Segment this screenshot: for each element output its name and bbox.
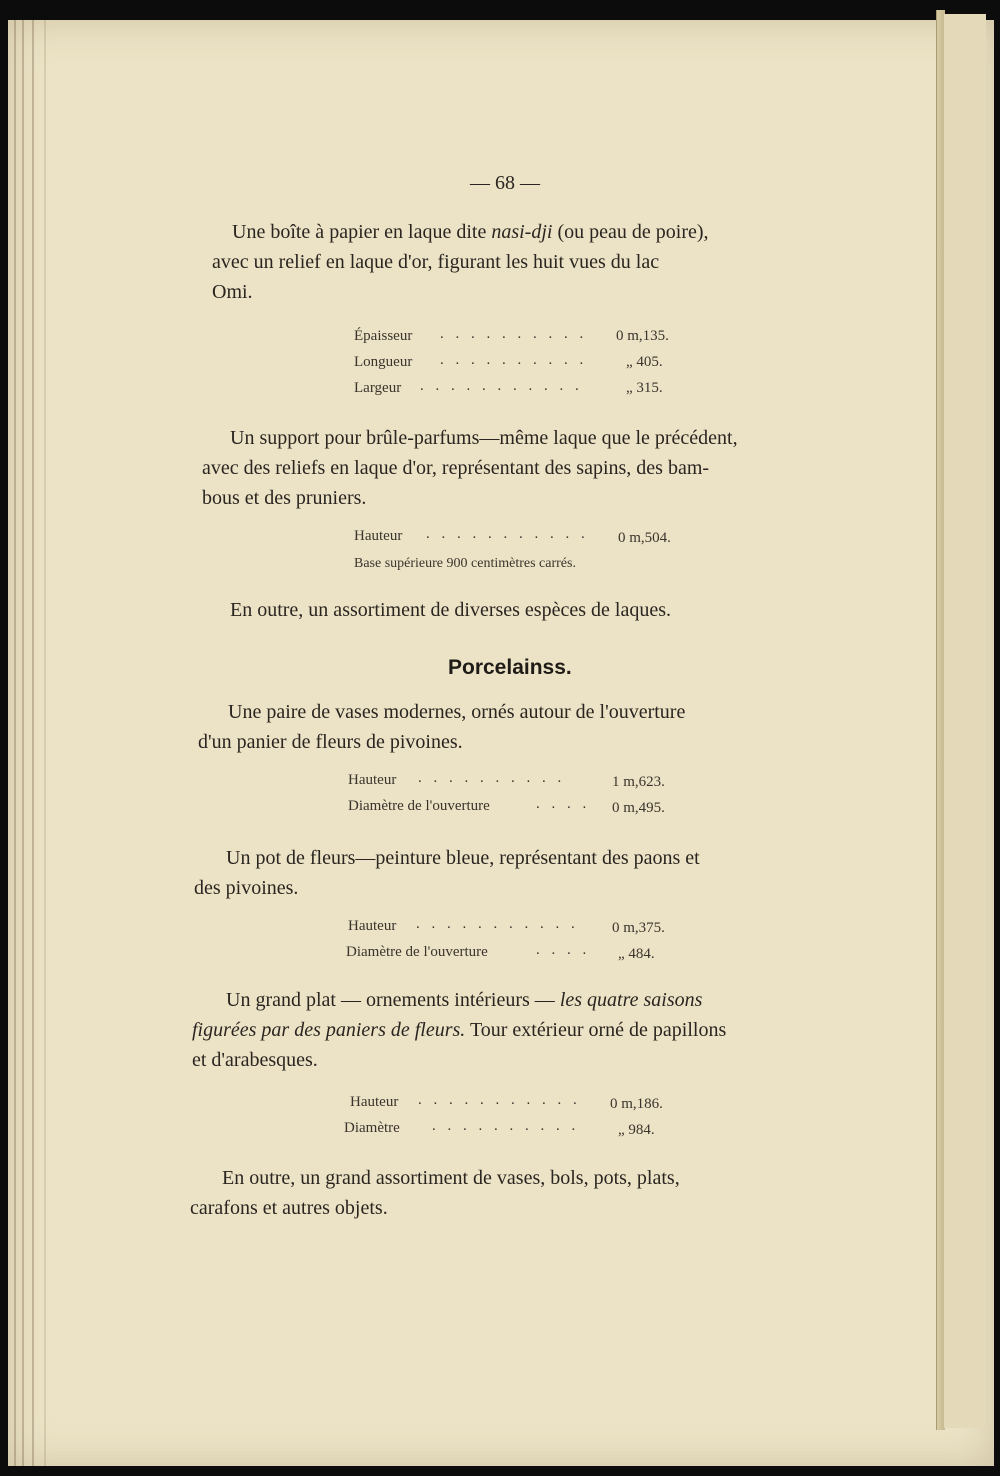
paragraph-text: bous et des pruniers. [202,487,367,509]
leader-dots: . . . . . . . . . . [418,770,566,786]
measurement-value: „ 984. [618,1122,655,1138]
measurement-value: „ 315. [626,380,663,396]
leader-dots: . . . . [536,942,591,958]
measurement-label: Hauteur [350,1094,399,1110]
measurement-label: Diamètre de l'ouverture [346,944,488,960]
measurement-note: Base supérieure 900 centimètres carrés. [354,556,576,571]
section-heading: Porcelainss. [448,656,572,679]
paragraph-text: Une boîte à papier en laque dite [232,221,492,243]
paragraph-text: et d'arabesques. [192,1049,318,1071]
page-number: — 68 — [470,172,540,194]
measurement-label: Longueur [354,354,413,370]
paragraph-text: d'un panier de fleurs de pivoines. [198,731,463,753]
paragraph-text: (ou peau de poire), [552,221,709,243]
leader-dots: . . . . [536,796,591,812]
leader-dots: . . . . . . . . . . . [426,526,589,542]
measurement-label: Hauteur [354,528,403,544]
paragraph-text: Une paire de vases modernes, ornés autour de l'ouverture [228,701,686,723]
measurement-value: 0 m,135. [616,328,669,344]
paragraph-italic-text: les quatre saisons [559,989,703,1011]
paragraph-text: En outre, un assortiment de diverses espèces de laques. [230,599,671,621]
paragraph-text: avec un relief en laque d'or, figurant les huit vues du lac [212,251,660,273]
measurement-value: „ 484. [618,946,655,962]
measurement-label: Hauteur [348,918,397,934]
paragraph-text: Un grand plat — ornements intérieurs — [226,989,560,1011]
measurement-label: Épaisseur [354,328,413,344]
paragraph-text: Un pot de fleurs—peinture bleue, représentant des paons et [226,847,700,869]
paragraph-text: avec des reliefs en laque d'or, représentant des sapins, des bam- [202,457,710,479]
leader-dots: . . . . . . . . . . [432,1118,580,1134]
next-page-strip [944,14,986,1428]
leader-dots: . . . . . . . . . . . [420,378,583,394]
measurement-label: Diamètre [344,1120,400,1136]
page-edge-line [32,20,34,1466]
paragraph-text: En outre, un grand assortiment de vases, bols, pots, plats, [222,1167,680,1189]
paragraph-text: Omi. [212,281,253,303]
measurement-value: „ 405. [626,354,663,370]
measurement-value: 0 m,504. [618,530,671,546]
page-edge-line [14,20,16,1466]
leader-dots: . . . . . . . . . . . [416,916,579,932]
leader-dots: . . . . . . . . . . [440,352,588,368]
paragraph-italic-text: figurées par des paniers de fleurs. [192,1019,466,1041]
measurement-label: Hauteur [348,772,397,788]
measurement-value: 0 m,495. [612,800,665,816]
measurement-value: 0 m,375. [612,920,665,936]
measurement-value: 0 m,186. [610,1096,663,1112]
page-edge-line [44,20,46,1466]
paragraph-text: carafons et autres objets. [190,1197,388,1219]
leader-dots: . . . . . . . . . . . [418,1092,581,1108]
measurement-value: 1 m,623. [612,774,665,790]
page-edge-line [22,20,24,1466]
paragraph-text: des pivoines. [194,877,299,899]
measurement-label: Largeur [354,380,402,396]
leader-dots: . . . . . . . . . . [440,326,588,342]
paragraph-text: Un support pour brûle-parfums—même laque que le précédent, [230,427,738,449]
book-page [8,20,994,1466]
paragraph-text: Tour extérieur orné de papillons [465,1019,727,1041]
measurement-label: Diamètre de l'ouverture [348,798,490,814]
paragraph-italic-text: nasi-dji [491,221,553,243]
